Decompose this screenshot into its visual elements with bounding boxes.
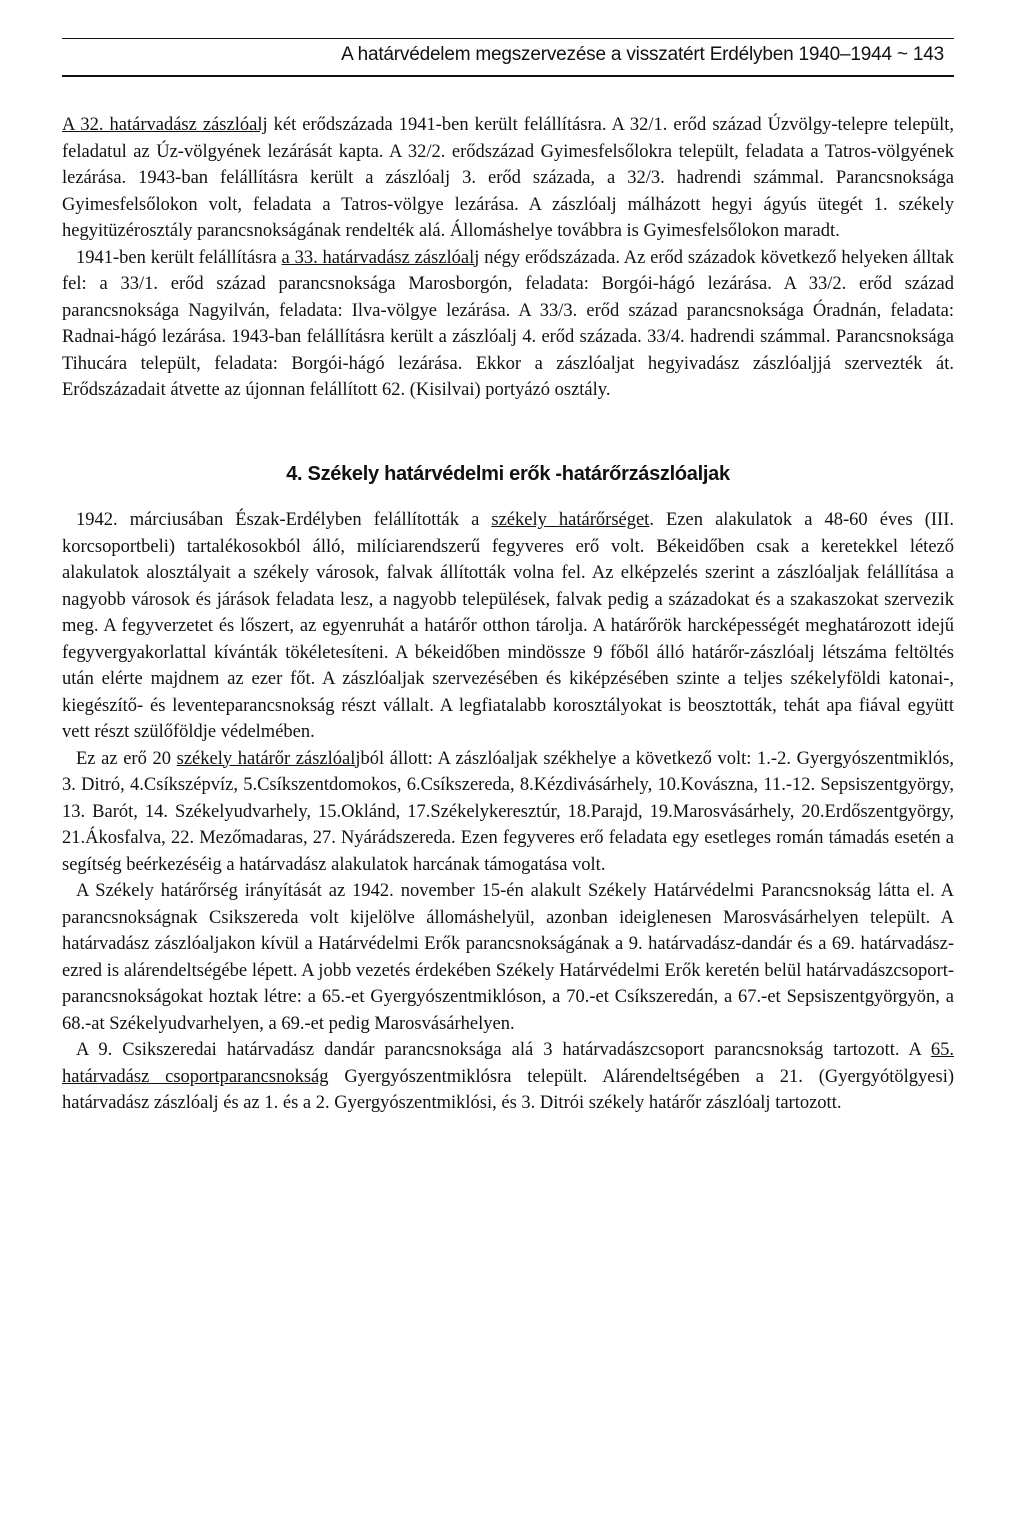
page-body [62, 112, 954, 1117]
running-header [62, 38, 954, 77]
paragraph-text: ból állott: A zászlóaljak székhelye a következő volt: 1.-2. Gyergyószentmiklós, 3. Ditró, 4.Csíkszépvíz, 5.Csíkszentdomokos, 6.Csíkszereda, 8.Kézdivásárhely, 10.Kovászna, 11.-12. Sepsiszentgyörgy, 13. Barót, 14. Székelyudvarhely, 15.Oklánd, 17.Székelykeresztúr, 18.Parajd, 19.Marosvásárhely, 20.Erdőszentgyörgy, 21.Ákosfalva, 22. Mezőmadaras, 27. Nyárádszereda. Ezen fegyveres erő feladata egy esetleges román támadás esetén a segítség beérkezéséig a határvadász alakulatok harcának támogatása volt. [62, 748, 954, 875]
paragraph-text: . Ezen alakulatok a 48-60 éves (III. korcsoportbeli) tartalékosokból álló, milíciarendszerű fegyveres erő volt. Békeidőben csak a keretekkel létező alakulatok alosztályait a székely városok, falvak állították volna fel. Az elképzelés szerint a zászlóaljak felállítása a nagyobb városok és járások feladata lesz, a nagyobb települések, falvak pedig a századokat és a szakaszokat szervezik meg. A fegyverzetet és lőszert, az egyenruhát a határőr otthon tárolja. A határőrök harcképességét meghatározott idejű fegyvergyakorlattal kívánták tökéletesíteni. A békeidőben mindössze 9 főből álló határőr-zászlóalj létszáma feltöltés után elérte majdnem az ezer főt. A zászlóaljak szervezésében és kiképzésében szinte a teljes székelyföldi katonai-, kiegészítő- és leventeparancsnokság részt vállalt. A legfiatalabb korosztályokat is beosztották, tehát apa fiával együtt vett részt szülőföldje védelmében. [62, 510, 954, 742]
underlined-term: a 33. határvadász zászlóalj [281, 247, 480, 268]
paragraph-33-battalion [62, 245, 954, 404]
section-heading: 4. Székely határvédelmi erők -határőrzászlóaljak [286, 462, 730, 485]
paragraph-text-lead: 1942. márciusában Észak-Erdélyben felállították a [76, 510, 492, 530]
paragraph-text-lead: 1941-ben került felállításra [76, 247, 282, 268]
underlined-term: 65. határvadász csoportparancsnokság [62, 1040, 954, 1087]
underlined-term: A 32. határvadász zászlóalj [62, 115, 268, 135]
underlined-term: székely határőrséget [491, 510, 650, 530]
paragraph-border-guard [62, 507, 954, 746]
paragraph-text: két erődszázada 1941-ben került felállításra. A 32/1. erőd század Úzvölgy-telepre települt, feladatul az Úz-völgyének lezárását kapta. A 32/2. erődszázad Gyimesfelsőlokra települt, feladata a Tatros-völgyének lezárása. 1943-ban felállításra került a zászlóalj 3. erőd százada, a 32/3. hadrendi számmal. Parancsnoksága Gyimesfelsőlokon volt, feladata a Tatros-völgye lezárása. A zászlóalj málházott hegyi ágyús ütegét 1. székely hegyitüzérosztály parancsnokságának rendelték alá. Állomáshelye továbbra is Gyimesfelsőlokon maradt. [62, 115, 955, 241]
paragraph-text: A Székely határőrség irányítását az 1942. november 15-én alakult Székely Határvédelmi Parancsnokság látta el. A parancsnokságnak Csikszereda volt kijelölve állomáshelyül, azonban ideiglenesen Marosvásárhelyen települt. A határvadász zászlóaljakon kívül a Határvédelmi Erők parancsnokságának a 9. határvadász-dandár és a 69. határvadász-ezred is alárendeltségébe lépett. A jobb vezetés érdekében Székely Határvédelmi Erők keretén belül határvadászcsoport-parancsnokságokat hoztak létre: a 65.-et Gyergyószentmiklóson, a 70.-et Csíkszeredán, a 67.-et Sepsiszentgyörgyön, a 68.-at Székelyudvarhelyen, a 69.-et pedig Marosvásárhelyen. [62, 881, 954, 1034]
paragraph-9th-brigade [62, 1037, 954, 1117]
paragraph-text-lead: Ez az erő 20 [76, 748, 177, 769]
paragraph-text-lead: A 9. Csikszeredai határvadász dandár parancsnoksága alá 3 határvadászcsoport parancsnokság tartozott. A [76, 1040, 931, 1060]
running-title: A határvédelem megszervezése a visszatért Erdélyben 1940–1944 ~ 143 [341, 44, 944, 65]
underlined-term: székely határőr zászlóalj [176, 748, 361, 769]
paragraph-command [62, 878, 954, 1037]
paragraph-32-battalion [62, 112, 954, 245]
paragraph-text: Gyergyószentmiklósra települt. Alárendeltségében a 21. (Gyergyótölgyesi) határvadász zászlóalj és az 1. és a 2. Gyergyószentmiklósi, és 3. Ditrói székely határőr zászlóalj tartozott. [62, 1066, 954, 1113]
paragraph-battalion-list [62, 746, 954, 879]
paragraph-text: négy erődszázada. Az erőd századok következő helyeken álltak fel: a 33/1. erőd század parancsnoksága Marosborgón, feladata: Borgói-hágó lezárása. A 33/2. erőd század parancsnoksága Nagyilván, feladata: Ilva-völgye lezárása. A 33/3. erőd század parancsnoksága Óradnán, feladata: Radnai-hágó lezárása. 1943-ban felállításra került a zászlóalj 4. erőd százada. 33/4. hadrendi számmal. Parancsnoksága Tihucára települt, feladata: Borgói-hágó lezárása. Ekkor a zászlóaljat hegyivadász zászlóaljjá szervezték át. Erődszázadait átvette az újonnan felállított 62. (Kisilvai) portyázó osztály. [62, 247, 954, 400]
